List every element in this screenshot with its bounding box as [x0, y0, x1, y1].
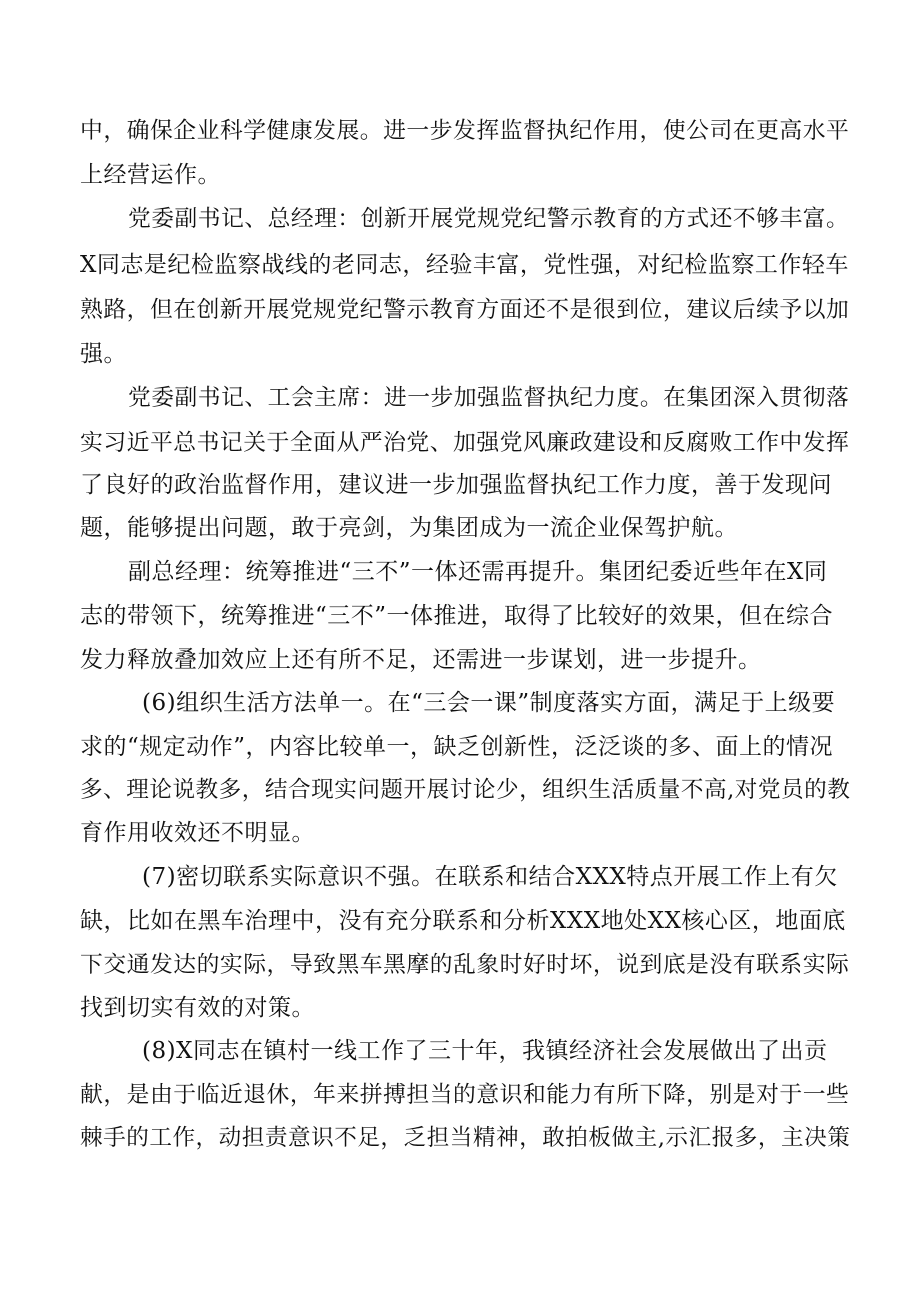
text-line: 棘手的工作，动担责意识不足，乏担当精神，敢拍板做主,示汇报多，主决策	[80, 1125, 851, 1151]
text-line: 下交通发达的实际，导致黑车黑摩的乱象时好时坏，说到底是没有联系实际	[80, 952, 850, 978]
text-line: (7)密切联系实际意识不强。在联系和结合XXX特点开展工作上有欠	[142, 864, 838, 890]
text-line: 缺，比如在黑车治理中，没有充分联系和分析XXX地处XX核心区，地面底	[80, 908, 846, 934]
text-line: 党委副书记、工会主席：进一步加强监督执纪力度。在集团深入贯彻落	[128, 385, 850, 411]
text-line: 党委副书记、总经理：创新开展党规党纪警示教育的方式还不够丰富。	[128, 206, 850, 232]
text-line: 献，是由于临近退休，年来拼搏担当的意识和能力有所下降，别是对于一些	[80, 1082, 850, 1108]
text-line: 中，确保企业科学健康发展。进一步发挥监督执纪作用，使公司在更高水平	[80, 118, 850, 144]
text-line: 志的带领下，统筹推进“三不”一体推进，取得了比较好的效果，但在综合	[80, 603, 834, 629]
text-line: 上经营运作。	[80, 162, 221, 188]
text-line: 多、理论说教多，结合现实问题开展讨论少，组织生活质量不高,对党员的教	[80, 777, 851, 803]
text-line: 熟路，但在创新开展党规党纪警示教育方面还不是很到位，建议后续予以加	[80, 297, 850, 323]
text-line: 发力释放叠加效应上还有所不足，还需进一步谋划，进一步提升。	[80, 647, 762, 673]
text-line: 找到切实有效的对策。	[80, 995, 315, 1021]
text-line: (8)X同志在镇村一线工作了三十年，我镇经济社会发展做出了出贡	[142, 1038, 828, 1064]
text-line: X同志是纪检监察战线的老同志，经验丰富，党性强，对纪检监察工作轻车	[80, 252, 849, 278]
text-line: (6)组织生活方法单一。在“三会一课”制度落实方面，满足于上级要	[142, 690, 836, 716]
text-line: 求的“规定动作”，内容比较单一，缺乏创新性，泛泛谈的多、面上的情况	[80, 734, 834, 760]
text-line: 强。	[80, 341, 127, 367]
text-line: 实习近平总书记关于全面从严治党、加强党风廉政建设和反腐败工作中发挥	[80, 430, 850, 456]
text-line: 副总经理：统筹推进“三不”一体还需再提升。集团纪委近些年在X同	[128, 559, 828, 585]
text-line: 题，能够提出问题，敢于亮剑，为集团成为一流企业保驾护航。	[80, 515, 738, 541]
text-line: 了良好的政治监督作用，建议进一步加强监督执纪工作力度，善于发现问	[80, 472, 832, 498]
text-line: 育作用收效还不明显。	[80, 820, 315, 846]
